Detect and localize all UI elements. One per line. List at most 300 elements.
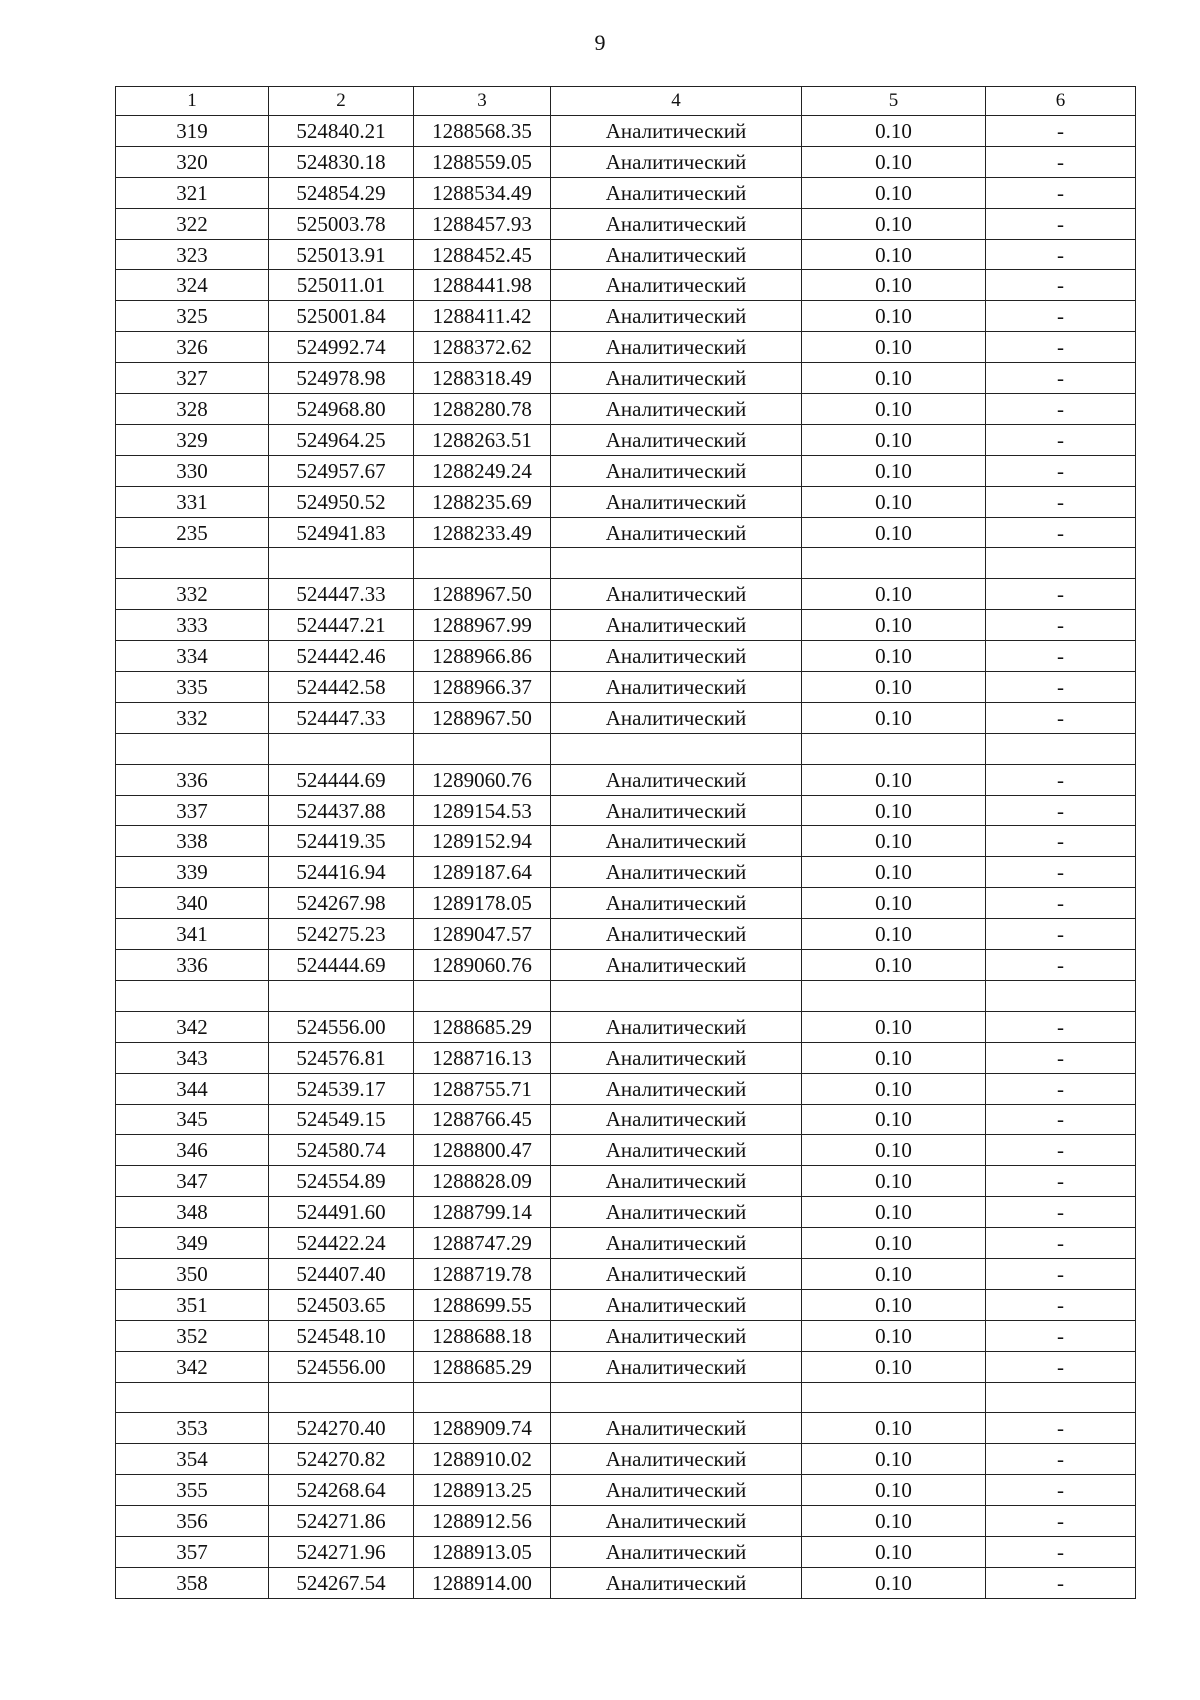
cell-method: Аналитический: [551, 1042, 802, 1073]
table-row: [116, 579, 1136, 610]
cell-note: -: [986, 424, 1136, 455]
cell-y-coordinate: 1288235.69: [414, 486, 551, 517]
cell-y-coordinate: 1289178.05: [414, 888, 551, 919]
cell-x-coordinate: 524964.25: [269, 424, 414, 455]
cell-note: -: [986, 1289, 1136, 1320]
cell-accuracy: 0.10: [802, 1042, 986, 1073]
cell-point-number: 324: [116, 270, 269, 301]
cell-method: Аналитический: [551, 919, 802, 950]
table-row: [116, 146, 1136, 177]
cell-y-coordinate: 1288967.50: [414, 702, 551, 733]
cell-note: -: [986, 394, 1136, 425]
cell-note: [986, 1382, 1136, 1413]
table-row: [116, 1444, 1136, 1475]
cell-x-coordinate: 524992.74: [269, 332, 414, 363]
table-row: [116, 517, 1136, 548]
cell-x-coordinate: 525013.91: [269, 239, 414, 270]
table-row: [116, 702, 1136, 733]
cell-note: -: [986, 950, 1136, 981]
cell-x-coordinate: 524267.98: [269, 888, 414, 919]
separator-row: [116, 1382, 1136, 1413]
cell-x-coordinate: 524271.86: [269, 1506, 414, 1537]
separator-row: [116, 980, 1136, 1011]
cell-x-coordinate: 524978.98: [269, 363, 414, 394]
table-row: [116, 1166, 1136, 1197]
cell-accuracy: 0.10: [802, 332, 986, 363]
cell-note: -: [986, 795, 1136, 826]
cell-point-number: 349: [116, 1228, 269, 1259]
cell-accuracy: 0.10: [802, 857, 986, 888]
cell-y-coordinate: [414, 548, 551, 579]
cell-method: Аналитический: [551, 424, 802, 455]
cell-x-coordinate: 524491.60: [269, 1197, 414, 1228]
cell-accuracy: 0.10: [802, 919, 986, 950]
cell-point-number: 356: [116, 1506, 269, 1537]
cell-accuracy: 0.10: [802, 177, 986, 208]
cell-method: [551, 1382, 802, 1413]
cell-method: Аналитический: [551, 610, 802, 641]
cell-accuracy: [802, 980, 986, 1011]
cell-method: Аналитический: [551, 1166, 802, 1197]
cell-note: -: [986, 239, 1136, 270]
cell-accuracy: 0.10: [802, 579, 986, 610]
cell-point-number: 338: [116, 826, 269, 857]
cell-method: Аналитический: [551, 239, 802, 270]
cell-point-number: 235: [116, 517, 269, 548]
cell-x-coordinate: 524950.52: [269, 486, 414, 517]
table-row: [116, 1413, 1136, 1444]
cell-point-number: 321: [116, 177, 269, 208]
cell-method: Аналитический: [551, 1444, 802, 1475]
cell-y-coordinate: 1288912.56: [414, 1506, 551, 1537]
cell-note: -: [986, 1073, 1136, 1104]
table-row: [116, 301, 1136, 332]
cell-point-number: 340: [116, 888, 269, 919]
cell-x-coordinate: 524270.40: [269, 1413, 414, 1444]
cell-y-coordinate: 1288233.49: [414, 517, 551, 548]
table-row: [116, 672, 1136, 703]
cell-method: Аналитический: [551, 146, 802, 177]
cell-y-coordinate: 1288411.42: [414, 301, 551, 332]
table-body: [116, 87, 1136, 1599]
cell-x-coordinate: 524447.21: [269, 610, 414, 641]
cell-x-coordinate: 524267.54: [269, 1567, 414, 1598]
cell-y-coordinate: 1288716.13: [414, 1042, 551, 1073]
table-row: [116, 424, 1136, 455]
cell-note: -: [986, 826, 1136, 857]
cell-method: Аналитический: [551, 672, 802, 703]
cell-y-coordinate: 1288685.29: [414, 1011, 551, 1042]
cell-accuracy: 0.10: [802, 1351, 986, 1382]
cell-point-number: 333: [116, 610, 269, 641]
cell-method: Аналитический: [551, 1567, 802, 1598]
cell-point-number: [116, 1382, 269, 1413]
table-row: [116, 1135, 1136, 1166]
cell-method: [551, 980, 802, 1011]
cell-x-coordinate: 525001.84: [269, 301, 414, 332]
cell-point-number: 330: [116, 455, 269, 486]
cell-method: Аналитический: [551, 301, 802, 332]
cell-method: Аналитический: [551, 857, 802, 888]
cell-method: Аналитический: [551, 177, 802, 208]
cell-y-coordinate: 1288688.18: [414, 1320, 551, 1351]
table-row: [116, 1011, 1136, 1042]
cell-y-coordinate: 1288909.74: [414, 1413, 551, 1444]
table-row: [116, 332, 1136, 363]
cell-point-number: 339: [116, 857, 269, 888]
cell-accuracy: 0.10: [802, 1104, 986, 1135]
cell-y-coordinate: [414, 733, 551, 764]
cell-x-coordinate: 525003.78: [269, 208, 414, 239]
cell-point-number: 354: [116, 1444, 269, 1475]
table-row: [116, 116, 1136, 147]
cell-method: Аналитический: [551, 1320, 802, 1351]
cell-point-number: 343: [116, 1042, 269, 1073]
cell-method: Аналитический: [551, 208, 802, 239]
cell-x-coordinate: 524444.69: [269, 764, 414, 795]
cell-x-coordinate: 524957.67: [269, 455, 414, 486]
cell-x-coordinate: 524854.29: [269, 177, 414, 208]
cell-y-coordinate: 1288828.09: [414, 1166, 551, 1197]
cell-accuracy: 0.10: [802, 116, 986, 147]
cell-method: Аналитический: [551, 826, 802, 857]
cell-point-number: 342: [116, 1351, 269, 1382]
cell-method: Аналитический: [551, 1011, 802, 1042]
cell-x-coordinate: 524442.46: [269, 641, 414, 672]
table-row: [116, 1351, 1136, 1382]
cell-note: -: [986, 579, 1136, 610]
cell-y-coordinate: [414, 980, 551, 1011]
cell-y-coordinate: 1288966.37: [414, 672, 551, 703]
cell-point-number: [116, 980, 269, 1011]
table-row: [116, 795, 1136, 826]
cell-method: Аналитический: [551, 795, 802, 826]
cell-method: Аналитический: [551, 455, 802, 486]
cell-accuracy: 0.10: [802, 1320, 986, 1351]
cell-x-coordinate: 524556.00: [269, 1351, 414, 1382]
cell-x-coordinate: 524422.24: [269, 1228, 414, 1259]
cell-y-coordinate: 1288967.50: [414, 579, 551, 610]
cell-point-number: 353: [116, 1413, 269, 1444]
cell-point-number: 325: [116, 301, 269, 332]
cell-point-number: 350: [116, 1258, 269, 1289]
cell-note: -: [986, 672, 1136, 703]
cell-accuracy: 0.10: [802, 208, 986, 239]
cell-method: Аналитический: [551, 1135, 802, 1166]
cell-note: -: [986, 486, 1136, 517]
cell-accuracy: 0.10: [802, 1444, 986, 1475]
cell-note: -: [986, 1011, 1136, 1042]
cell-note: -: [986, 1104, 1136, 1135]
cell-method: Аналитический: [551, 579, 802, 610]
cell-note: -: [986, 1536, 1136, 1567]
cell-y-coordinate: 1288766.45: [414, 1104, 551, 1135]
cell-note: -: [986, 641, 1136, 672]
table-row: [116, 610, 1136, 641]
cell-note: -: [986, 1042, 1136, 1073]
cell-note: -: [986, 857, 1136, 888]
table-row: [116, 641, 1136, 672]
cell-accuracy: 0.10: [802, 146, 986, 177]
table-header-row: [116, 87, 1136, 116]
cell-method: [551, 733, 802, 764]
table-row: [116, 394, 1136, 425]
cell-accuracy: 0.10: [802, 1567, 986, 1598]
cell-accuracy: 0.10: [802, 764, 986, 795]
cell-note: -: [986, 1413, 1136, 1444]
cell-x-coordinate: 524539.17: [269, 1073, 414, 1104]
cell-accuracy: 0.10: [802, 702, 986, 733]
cell-x-coordinate: 524447.33: [269, 702, 414, 733]
cell-y-coordinate: 1288914.00: [414, 1567, 551, 1598]
cell-method: Аналитический: [551, 1104, 802, 1135]
cell-y-coordinate: 1288747.29: [414, 1228, 551, 1259]
cell-x-coordinate: 525011.01: [269, 270, 414, 301]
table-row: [116, 270, 1136, 301]
header-cell-point-number: 1: [116, 87, 269, 116]
cell-note: [986, 548, 1136, 579]
cell-method: Аналитический: [551, 116, 802, 147]
cell-x-coordinate: [269, 733, 414, 764]
cell-accuracy: 0.10: [802, 1197, 986, 1228]
table-row: [116, 1042, 1136, 1073]
cell-x-coordinate: 524503.65: [269, 1289, 414, 1320]
cell-point-number: 327: [116, 363, 269, 394]
cell-method: Аналитический: [551, 1228, 802, 1259]
header-cell-method: 4: [551, 87, 802, 116]
table-row: [116, 239, 1136, 270]
cell-point-number: 319: [116, 116, 269, 147]
cell-y-coordinate: 1288534.49: [414, 177, 551, 208]
cell-accuracy: 0.10: [802, 826, 986, 857]
cell-x-coordinate: 524556.00: [269, 1011, 414, 1042]
cell-x-coordinate: 524548.10: [269, 1320, 414, 1351]
cell-point-number: 358: [116, 1567, 269, 1598]
cell-accuracy: 0.10: [802, 1413, 986, 1444]
header-cell-y-coordinate: 3: [414, 87, 551, 116]
cell-note: -: [986, 888, 1136, 919]
table-row: [116, 919, 1136, 950]
cell-y-coordinate: 1288685.29: [414, 1351, 551, 1382]
table-row: [116, 950, 1136, 981]
cell-method: Аналитический: [551, 1351, 802, 1382]
cell-note: -: [986, 1135, 1136, 1166]
cell-point-number: 328: [116, 394, 269, 425]
cell-y-coordinate: 1289187.64: [414, 857, 551, 888]
cell-y-coordinate: 1288800.47: [414, 1135, 551, 1166]
cell-point-number: 342: [116, 1011, 269, 1042]
cell-accuracy: 0.10: [802, 888, 986, 919]
cell-method: Аналитический: [551, 1413, 802, 1444]
cell-note: -: [986, 301, 1136, 332]
cell-x-coordinate: 524576.81: [269, 1042, 414, 1073]
cell-accuracy: 0.10: [802, 363, 986, 394]
cell-point-number: 335: [116, 672, 269, 703]
table-row: [116, 1228, 1136, 1259]
table-row: [116, 177, 1136, 208]
cell-point-number: 326: [116, 332, 269, 363]
cell-method: Аналитический: [551, 888, 802, 919]
cell-note: -: [986, 1320, 1136, 1351]
table-row: [116, 1506, 1136, 1537]
cell-x-coordinate: 524580.74: [269, 1135, 414, 1166]
cell-method: [551, 548, 802, 579]
cell-point-number: 336: [116, 764, 269, 795]
cell-note: -: [986, 1475, 1136, 1506]
cell-method: Аналитический: [551, 270, 802, 301]
cell-method: Аналитический: [551, 1289, 802, 1320]
cell-y-coordinate: 1288559.05: [414, 146, 551, 177]
table-row: [116, 1536, 1136, 1567]
cell-y-coordinate: 1288913.25: [414, 1475, 551, 1506]
cell-accuracy: 0.10: [802, 301, 986, 332]
cell-accuracy: 0.10: [802, 394, 986, 425]
cell-point-number: 334: [116, 641, 269, 672]
cell-method: Аналитический: [551, 641, 802, 672]
header-cell-note: 6: [986, 87, 1136, 116]
cell-y-coordinate: 1288910.02: [414, 1444, 551, 1475]
table-row: [116, 1073, 1136, 1104]
table-row: [116, 1258, 1136, 1289]
table-row: [116, 888, 1136, 919]
table-row: [116, 486, 1136, 517]
table-row: [116, 455, 1136, 486]
cell-x-coordinate: 524275.23: [269, 919, 414, 950]
cell-accuracy: 0.10: [802, 1506, 986, 1537]
cell-y-coordinate: 1288755.71: [414, 1073, 551, 1104]
cell-point-number: 331: [116, 486, 269, 517]
cell-x-coordinate: 524830.18: [269, 146, 414, 177]
cell-note: -: [986, 1197, 1136, 1228]
cell-point-number: 323: [116, 239, 269, 270]
cell-accuracy: 0.10: [802, 486, 986, 517]
cell-note: -: [986, 517, 1136, 548]
cell-note: -: [986, 1258, 1136, 1289]
separator-row: [116, 733, 1136, 764]
cell-y-coordinate: 1288457.93: [414, 208, 551, 239]
cell-y-coordinate: 1289152.94: [414, 826, 551, 857]
cell-x-coordinate: 524968.80: [269, 394, 414, 425]
cell-accuracy: 0.10: [802, 1258, 986, 1289]
cell-accuracy: 0.10: [802, 1289, 986, 1320]
cell-accuracy: 0.10: [802, 1011, 986, 1042]
cell-note: -: [986, 455, 1136, 486]
cell-y-coordinate: 1288719.78: [414, 1258, 551, 1289]
cell-accuracy: 0.10: [802, 672, 986, 703]
cell-x-coordinate: 524444.69: [269, 950, 414, 981]
cell-note: -: [986, 1228, 1136, 1259]
cell-note: -: [986, 919, 1136, 950]
cell-point-number: 344: [116, 1073, 269, 1104]
table-row: [116, 1320, 1136, 1351]
cell-note: -: [986, 177, 1136, 208]
cell-note: [986, 733, 1136, 764]
cell-point-number: 332: [116, 579, 269, 610]
cell-accuracy: 0.10: [802, 610, 986, 641]
cell-point-number: [116, 733, 269, 764]
cell-x-coordinate: [269, 548, 414, 579]
cell-accuracy: [802, 733, 986, 764]
cell-method: Аналитический: [551, 764, 802, 795]
cell-accuracy: 0.10: [802, 270, 986, 301]
cell-note: -: [986, 1166, 1136, 1197]
cell-x-coordinate: 524941.83: [269, 517, 414, 548]
cell-accuracy: 0.10: [802, 1228, 986, 1259]
page-number: 9: [594, 30, 606, 55]
cell-method: Аналитический: [551, 332, 802, 363]
cell-point-number: [116, 548, 269, 579]
table-row: [116, 208, 1136, 239]
cell-note: -: [986, 1567, 1136, 1598]
cell-accuracy: 0.10: [802, 424, 986, 455]
cell-x-coordinate: 524840.21: [269, 116, 414, 147]
cell-point-number: 336: [116, 950, 269, 981]
cell-x-coordinate: 524416.94: [269, 857, 414, 888]
cell-note: -: [986, 270, 1136, 301]
cell-x-coordinate: 524447.33: [269, 579, 414, 610]
cell-x-coordinate: 524549.15: [269, 1104, 414, 1135]
table-row: [116, 764, 1136, 795]
cell-y-coordinate: 1288967.99: [414, 610, 551, 641]
cell-note: -: [986, 610, 1136, 641]
cell-note: -: [986, 116, 1136, 147]
cell-y-coordinate: 1288799.14: [414, 1197, 551, 1228]
cell-method: Аналитический: [551, 1506, 802, 1537]
cell-x-coordinate: 524268.64: [269, 1475, 414, 1506]
cell-y-coordinate: 1288913.05: [414, 1536, 551, 1567]
cell-y-coordinate: 1288372.62: [414, 332, 551, 363]
table-row: [116, 1475, 1136, 1506]
cell-method: Аналитический: [551, 1536, 802, 1567]
cell-y-coordinate: 1288452.45: [414, 239, 551, 270]
table-row: [116, 857, 1136, 888]
cell-point-number: 320: [116, 146, 269, 177]
cell-y-coordinate: 1288699.55: [414, 1289, 551, 1320]
table-row: [116, 1567, 1136, 1598]
cell-point-number: 345: [116, 1104, 269, 1135]
cell-accuracy: [802, 548, 986, 579]
cell-method: Аналитический: [551, 363, 802, 394]
cell-accuracy: 0.10: [802, 795, 986, 826]
header-cell-x-coordinate: 2: [269, 87, 414, 116]
cell-accuracy: 0.10: [802, 1135, 986, 1166]
cell-y-coordinate: 1288249.24: [414, 455, 551, 486]
cell-note: -: [986, 332, 1136, 363]
cell-accuracy: 0.10: [802, 1166, 986, 1197]
cell-accuracy: 0.10: [802, 455, 986, 486]
cell-accuracy: [802, 1382, 986, 1413]
table-row: [116, 826, 1136, 857]
cell-x-coordinate: [269, 1382, 414, 1413]
cell-point-number: 347: [116, 1166, 269, 1197]
table-row: [116, 1197, 1136, 1228]
table-row: [116, 1289, 1136, 1320]
cell-y-coordinate: [414, 1382, 551, 1413]
cell-point-number: 329: [116, 424, 269, 455]
cell-point-number: 357: [116, 1536, 269, 1567]
cell-note: -: [986, 1351, 1136, 1382]
cell-accuracy: 0.10: [802, 1475, 986, 1506]
cell-method: Аналитический: [551, 702, 802, 733]
cell-x-coordinate: 524407.40: [269, 1258, 414, 1289]
cell-note: -: [986, 702, 1136, 733]
cell-method: Аналитический: [551, 394, 802, 425]
cell-method: Аналитический: [551, 1258, 802, 1289]
separator-row: [116, 548, 1136, 579]
cell-note: -: [986, 764, 1136, 795]
cell-accuracy: 0.10: [802, 950, 986, 981]
cell-note: -: [986, 1444, 1136, 1475]
